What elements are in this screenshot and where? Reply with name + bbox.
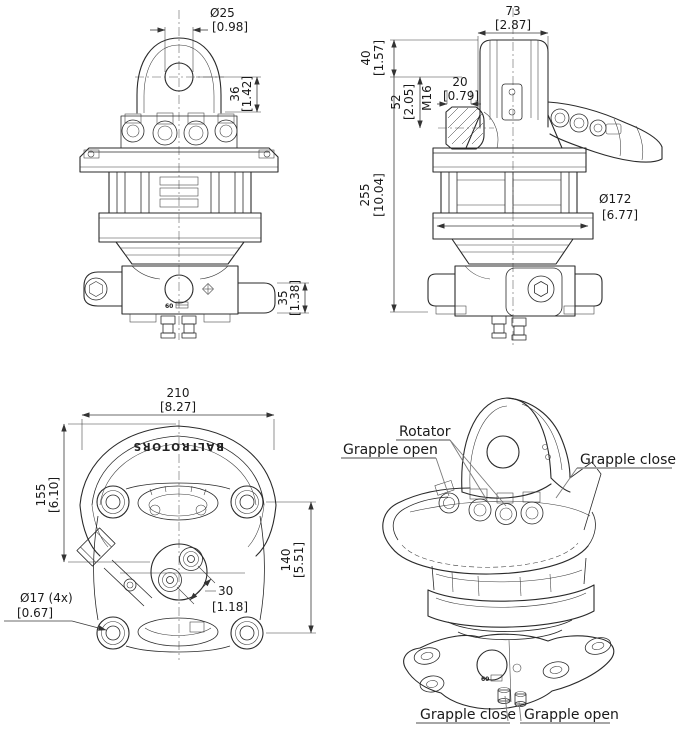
bolt-boss-top-left xyxy=(97,486,129,518)
iso-bottom-bracket xyxy=(404,634,614,709)
hex-socket xyxy=(528,276,554,302)
front-dim-shackle xyxy=(196,76,261,112)
dim-width-in: [8.27] xyxy=(159,400,197,414)
dim-bolt-spacing-mm: 140 xyxy=(279,548,293,572)
front-view xyxy=(80,6,309,340)
dim-flange-in: [6.77] xyxy=(602,208,639,222)
dim-bottom-mm: 35 xyxy=(276,290,290,306)
label-grapple-open-top: Grapple open xyxy=(343,442,438,458)
dim-holes-in: [0.67] xyxy=(17,606,54,620)
dim-bottom-in: [1.38] xyxy=(288,279,302,317)
iso-bottom-ports xyxy=(498,688,526,707)
side-clevis xyxy=(466,40,562,148)
side-column xyxy=(441,172,577,213)
top-diagonal-fitting xyxy=(77,528,115,566)
dim-depth-mm: 155 xyxy=(34,483,48,507)
dim-port-spacing-in: [1.18] xyxy=(212,600,249,614)
top-body xyxy=(77,483,265,652)
dim-height-in: [10.04] xyxy=(372,173,386,217)
iso-top-plate xyxy=(383,488,596,574)
front-cone xyxy=(116,242,244,264)
side-top-plate xyxy=(433,148,586,172)
label-grapple-close-bottom: Grapple close xyxy=(420,707,516,723)
front-dim-hole xyxy=(150,6,248,72)
label-grapple-close-top: Grapple close xyxy=(580,452,676,468)
bolt-boss-bottom-right xyxy=(231,617,263,649)
dim-holes-mm: Ø17 (4x) xyxy=(20,591,73,605)
dim-port-axis-in: [2.05] xyxy=(402,83,416,121)
bolt-boss-top-right xyxy=(231,486,263,518)
dim-boss-mm: 20 xyxy=(452,75,468,89)
top-dim-holes xyxy=(4,591,106,630)
dim-shackle-in: [1.42] xyxy=(240,75,254,113)
iso-shackle-hole xyxy=(487,436,519,468)
dim-shackle-mm: 36 xyxy=(228,86,242,102)
dim-port-spacing-mm: 30 xyxy=(218,584,234,598)
casting-mark-iso: 60 xyxy=(481,676,490,683)
side-bottom-bracket xyxy=(428,266,602,340)
dim-depth-in: [6.10] xyxy=(47,476,61,514)
side-bottom-ports xyxy=(492,316,526,340)
dim-flange-mm: Ø172 xyxy=(599,192,632,206)
dim-height-mm: 255 xyxy=(358,183,372,207)
side-dim-boss xyxy=(437,75,481,104)
dim-width-mm: 210 xyxy=(166,386,190,400)
dim-port-axis-mm: 52 xyxy=(389,94,403,110)
side-view xyxy=(358,4,662,345)
iso-body xyxy=(428,558,594,640)
front-dim-bottom xyxy=(276,280,309,316)
front-bottom-bracket xyxy=(84,266,275,338)
dim-clevis-width-mm: 73 xyxy=(505,4,521,18)
dim-hole-mm: Ø25 xyxy=(210,6,235,20)
dim-boss-in: [0.79] xyxy=(442,89,480,103)
front-column xyxy=(109,172,251,213)
thread-callout: M16 xyxy=(420,85,434,111)
front-flange xyxy=(99,213,261,242)
dim-bolt-spacing-in: [5.51] xyxy=(292,541,306,579)
dim-clevis-width-in: [2.87] xyxy=(494,18,532,32)
dim-top-mm: 40 xyxy=(359,50,373,66)
label-grapple-open-bottom: Grapple open xyxy=(524,707,619,723)
iso-ports xyxy=(435,480,543,524)
dim-hole-in: [0.98] xyxy=(212,20,249,34)
label-rotator: Rotator xyxy=(399,424,451,440)
brand-text: BALTROTORS xyxy=(132,440,224,452)
top-view xyxy=(4,386,316,660)
side-dim-flange xyxy=(437,192,638,226)
casting-mark-front: 60 xyxy=(165,303,174,310)
front-shackle xyxy=(135,38,224,113)
front-bottom-ports xyxy=(161,316,196,338)
side-cone xyxy=(452,239,573,264)
dim-top-in: [1.57] xyxy=(372,39,386,77)
bolt-boss-bottom-left xyxy=(97,617,129,649)
iso-view xyxy=(341,398,676,723)
